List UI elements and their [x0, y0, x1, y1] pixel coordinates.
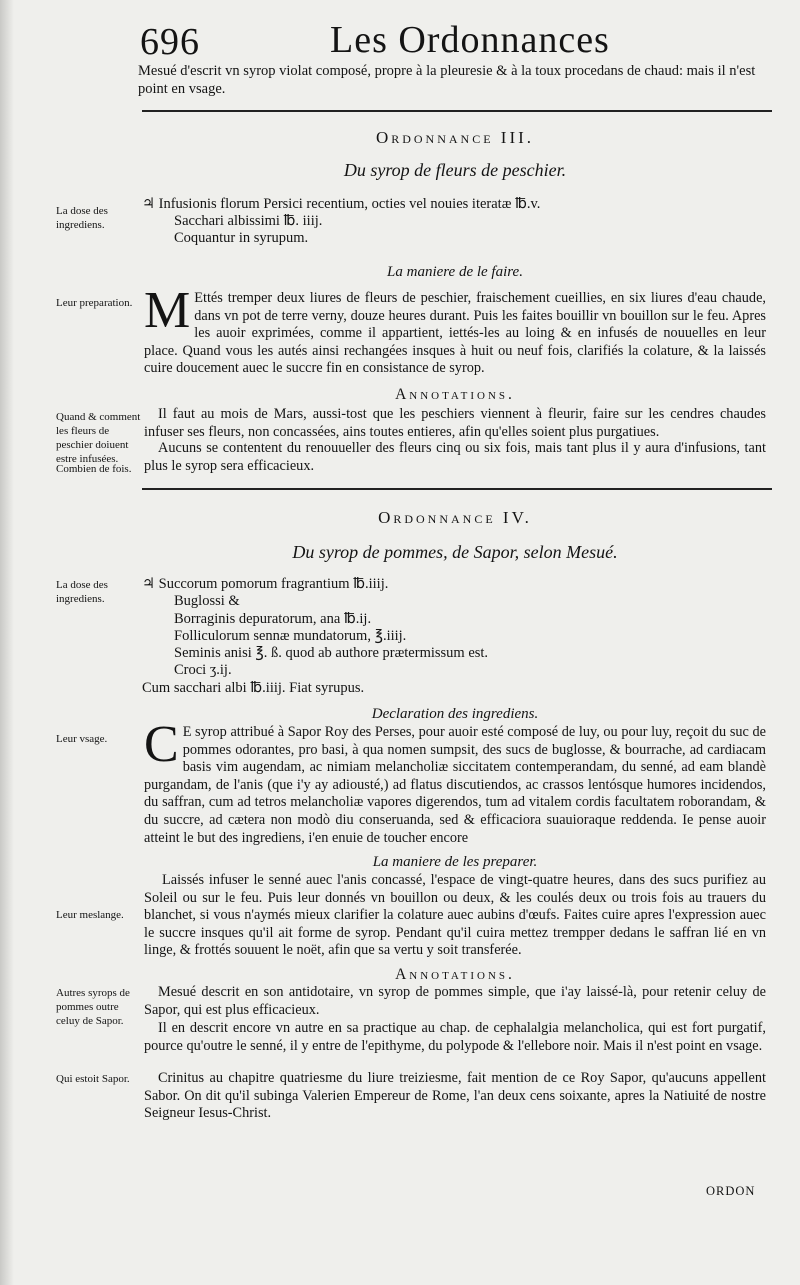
recipe-line: Cum sacchari albi ℔.iiij. Fiat syrupus.	[142, 679, 365, 696]
page-number: 696	[140, 21, 200, 63]
annotation-paragraph: Aucuns se contentent du renouueller des fleurs cinq ou six fois, mais tant plus il y aura d'infusions, tant plus le syrop sera efficacieux.	[144, 440, 766, 474]
margin-note-preparation: Leur preparation.	[56, 297, 133, 309]
declaration-paragraph	[144, 716, 766, 847]
margin-note-quand: Quand & comment les fleurs de peschier doiuent estre infusées.	[56, 411, 141, 465]
drop-cap: M	[144, 282, 191, 339]
maniere-heading-3: La maniere de le faire.	[387, 264, 523, 280]
recipe-line: Croci ʒ.ij.	[174, 662, 232, 679]
margin-note-autres: Autres syrops de pommes outre celuy de Sapor.	[56, 987, 130, 1027]
ordonnance-4-subtitle: Du syrop de pommes, de Sapor, selon Mesué.	[292, 542, 618, 562]
margin-note-meslange: Leur meslange.	[56, 909, 124, 921]
maniere-heading-4: La maniere de les preparer.	[372, 854, 538, 870]
annotation-paragraph: Mesué descrit en son antidotaire, vn syrop de pommes simple, que i'ay laissé-là, pour retenir celuy de Sapor, qui est plus efficacieux.	[144, 984, 766, 1018]
ordonnance-3-subtitle: Du syrop de fleurs de peschier.	[343, 160, 567, 180]
margin-note-dose: La dose des ingrediens.	[56, 579, 108, 605]
ordonnance-3-heading: Ordonnance III.	[375, 128, 535, 147]
recipe-line: Borraginis depuratorum, ana ℔.ij.	[174, 610, 372, 627]
margin-note-qui-sapor: Qui estoit Sapor.	[56, 1073, 130, 1085]
annotations-heading-3: Annotations.	[395, 386, 515, 403]
recipe-line: Sacchari albissimi ℔. iiij.	[174, 213, 323, 229]
declaration-text: E syrop attribué à Sapor Roy des Perses, pour auoir esté composé de luy, ou pour luy, reçoit du suc de pommes odorantes, pro basi, à qua nomen sumpsit, des sucs de buglosse, & bourrache, ad cardiacam basis vim augendam, ac nimiam melancholiæ siccitatem contemperandam, du senné, ad eam blandè purgandam, de l'anis (que i'y ay adiousté,) ad flatus discutiendos, ac crassos lentósque humores incidendos, du saffran, cum ad tetros melancholiæ vapores digerendos, tum ad vitalem cordis facultatem roborandam, & du succre, ad cætera non modò diu conseruanda, sed & efficaciora suauioraque reddenda. Ie pense auoir atteint le but des ingrediens, i'en enuie de toucher encore	[144, 724, 766, 846]
maniere-text: Ettés tremper deux liures de fleurs de peschier, fraischement cueillies, en six liures d'eau chaude, dans vn pot de terre verny, douze heures durant. Puis les faites bouillir vn bouillon sur le feu. Apres les auoir exprimées, comme il appartient, iettés-les au loing & en infusés de nouuelles en leur place. Quand vous les autés ainsi rechangées insques à huit ou neuf fois, clarifiés la colature, & la laissés cuire doucement auec le succre fin en consistance de syrop.	[144, 290, 766, 377]
recipe-ordonnance-4	[142, 576, 488, 697]
margin-note-usage: Leur vsage.	[56, 733, 108, 745]
recipe-line: Coquantur in syrupum.	[174, 230, 309, 246]
annotation-paragraph: Il en descrit encore vn autre en sa practique au chap. de cephalalgia melancholica, qui est fort purgatif, pource qu'outre le senné, il y entre de l'epithyme, du polypode & l'ellebore noir. Mais il n'est point en vsage.	[144, 1020, 766, 1054]
catchword: ORDON	[706, 1184, 756, 1198]
recipe-line: Folliculorum sennæ mundatorum, ℥.iiij.	[174, 627, 407, 644]
intro-paragraph: Mesué d'escrit vn syrop violat composé, propre à la pleuresie & à la toux procedans de chaud: mais il n'est point en vsage.	[138, 63, 756, 97]
recipe-line: ♃ Infusionis florum Persici recentium, octies vel nouies iteratæ ℔.v.	[142, 196, 541, 212]
running-title: Les Ordonnances	[330, 19, 610, 61]
gutter-shadow	[0, 0, 14, 1285]
divider-rule-middle	[142, 488, 772, 490]
recipe-line: Seminis anisi ℥. ß. quod ab authore prætermissum est.	[174, 645, 489, 662]
recipe-ordonnance-3	[142, 196, 540, 247]
maniere-paragraph-4: Laissés infuser le senné auec l'anis concassé, l'espace de vingt-quatre heures, dans des sucs purifiez au Soleil ou sur le feu. Puis leur donnés vn bouillon ou deux, & les coulés deux ou trois fois au trauers du blanchet, si vous n'aymés mieux clarifier la colature auec aubins d'œufs. Faites cuire apres l'expression auec le succre insques qu'il ait forme de syrop. Pendant qu'il cuira mettez trempper dedans le saffran lié en vn linge, & frottés souuent le noët, afin que sa vertu y soit transferée.	[144, 872, 766, 959]
ordonnance-4-heading: Ordonnance IV.	[378, 508, 532, 527]
maniere-paragraph-3	[144, 282, 766, 378]
recipe-line: Buglossi &	[174, 593, 240, 610]
margin-note-combien: Combien de fois.	[56, 463, 132, 475]
recipe-line: ♃ Succorum pomorum fragrantium ℔.iiij.	[142, 576, 389, 592]
drop-cap: C	[144, 716, 179, 773]
divider-rule-top	[142, 110, 772, 112]
annotations-heading-4: Annotations.	[395, 966, 515, 983]
margin-note-dose: La dose des ingrediens.	[56, 205, 108, 231]
declaration-heading: Declaration des ingrediens.	[371, 706, 539, 722]
annotation-paragraph: Il faut au mois de Mars, aussi-tost que les peschiers viennent à fleurir, faire sur les cendres chaudes infuser ses fleurs, non concassées, ains toutes entieres, afin qu'elles soient plus purgatiues.	[144, 406, 766, 440]
annotation-paragraph: Crinitus au chapitre quatriesme du liure treiziesme, fait mention de ce Roy Sapor, qu'aucuns appellent Sabor. On dit qu'il subinga Valerien Empereur de Rome, l'an deux cens soixante, apres la Natiuité de nostre Seigneur Iesus-Christ.	[144, 1070, 766, 1122]
